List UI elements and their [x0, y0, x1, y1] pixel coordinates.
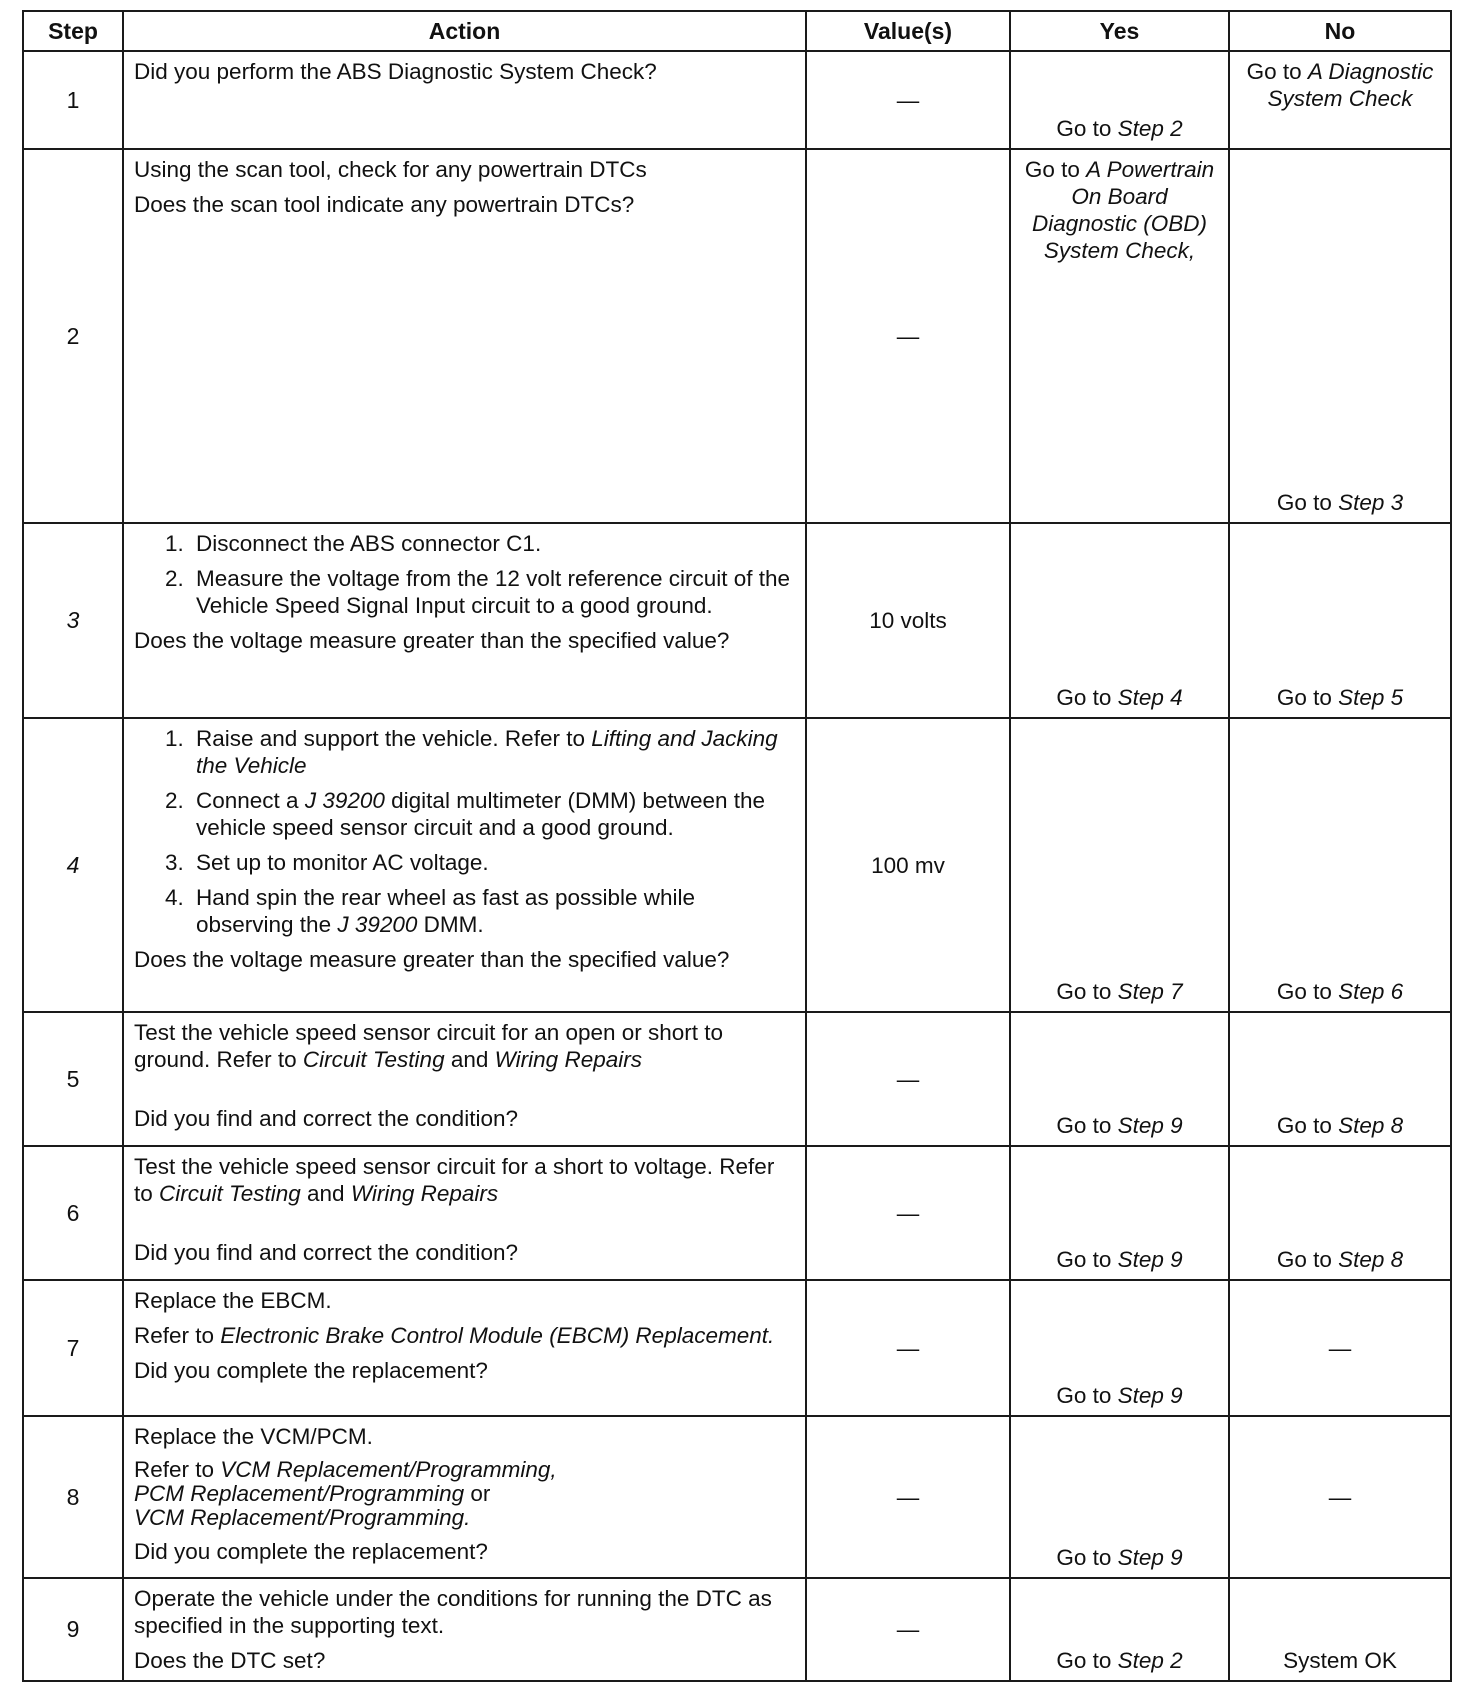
step-number: 7: [23, 1280, 123, 1416]
action-list: [134, 530, 795, 619]
action-instruction: Operate the vehicle under the conditions for running the DTC as specified in the supporting text.: [134, 1586, 772, 1638]
step-number: 6: [23, 1146, 123, 1280]
circuit-testing-link[interactable]: Circuit Testing: [302, 1047, 445, 1072]
lifting-jacking-link[interactable]: Lifting and Jacking the Vehicle: [196, 726, 778, 778]
table-row: [23, 1146, 1451, 1280]
no-cell: [1229, 51, 1451, 149]
no-prefix: Go to: [1246, 59, 1308, 84]
no-step-link[interactable]: Step 6: [1338, 979, 1404, 1004]
wiring-repairs-link[interactable]: Wiring Repairs: [350, 1181, 499, 1206]
action-list-item: [190, 787, 795, 841]
action-reference: [134, 1322, 795, 1349]
no-step-link[interactable]: Step 8: [1338, 1247, 1404, 1272]
yes-cell: [1010, 1146, 1229, 1280]
no-step-link[interactable]: A Diagnostic System Check: [1267, 59, 1434, 111]
step-number: 3: [23, 523, 123, 718]
yes-cell: [1010, 718, 1229, 1012]
yes-cell: [1010, 1416, 1229, 1578]
action-text: digital multimeter (DMM) between the vehicle speed sensor circuit and a good ground.: [196, 788, 766, 840]
no-prefix: Go to: [1276, 1247, 1339, 1272]
yes-cell: [1010, 1012, 1229, 1146]
wiring-repairs-link[interactable]: Wiring Repairs: [494, 1047, 642, 1072]
diagnostic-table-page: [22, 10, 1450, 1682]
action-cell: [123, 1012, 806, 1146]
table-row: [23, 1012, 1451, 1146]
value-cell: —: [806, 149, 1010, 523]
header-no: No: [1229, 11, 1451, 51]
action-cell: [123, 718, 806, 1012]
step-number: 9: [23, 1578, 123, 1681]
yes-step-link[interactable]: Step 9: [1117, 1545, 1183, 1570]
action-question: Did you complete the replacement?: [134, 1539, 488, 1564]
yes-cell: [1010, 1578, 1229, 1681]
pcm-programming-link[interactable]: PCM Replacement/Programming: [134, 1481, 465, 1506]
yes-cell: [1010, 523, 1229, 718]
value-cell: —: [806, 1578, 1010, 1681]
action-cell: [123, 523, 806, 718]
yes-step-link[interactable]: Step 9: [1117, 1383, 1183, 1408]
action-text: Raise and support the vehicle. Refer to: [196, 726, 592, 751]
action-cell: [123, 1280, 806, 1416]
value-cell: —: [806, 1146, 1010, 1280]
yes-cell: [1010, 149, 1229, 523]
no-prefix: Go to: [1276, 979, 1339, 1004]
table-row: [23, 1280, 1451, 1416]
yes-prefix: Go to: [1056, 1545, 1118, 1570]
action-question: Did you perform the ABS Diagnostic System Check?: [134, 59, 657, 84]
action-list-item: 1. Disconnect the ABS connector C1.: [190, 530, 795, 557]
no-cell: —: [1229, 1280, 1451, 1416]
no-cell: [1229, 1012, 1451, 1146]
value-cell: 100 mv: [806, 718, 1010, 1012]
yes-cell: [1010, 51, 1229, 149]
action-text: Refer to: [134, 1457, 221, 1482]
yes-step-link[interactable]: A Powertrain On Board Diagnostic (OBD) System Check,: [1031, 157, 1215, 263]
action-list-item: [190, 725, 795, 779]
table-row: [23, 1416, 1451, 1578]
no-cell: [1229, 523, 1451, 718]
action-instruction: [134, 1153, 795, 1207]
action-list-item: 3. Set up to monitor AC voltage.: [190, 849, 795, 876]
table-row: [23, 1578, 1451, 1681]
step-number: 1: [23, 51, 123, 149]
action-cell: [123, 1578, 806, 1681]
no-prefix: Go to: [1276, 490, 1339, 515]
action-cell: [123, 149, 806, 523]
yes-prefix: Go to: [1056, 116, 1118, 141]
action-question: Did you find and correct the condition?: [134, 1240, 518, 1265]
action-question: Did you complete the replacement?: [134, 1358, 488, 1383]
vcm-programming-link[interactable]: VCM Replacement/Programming,: [220, 1457, 557, 1482]
action-text: and: [444, 1047, 495, 1072]
header-values: Value(s): [806, 11, 1010, 51]
diagnostic-table: [22, 10, 1452, 1682]
action-text: Connect a: [196, 788, 305, 813]
action-list-item: 2. Measure the voltage from the 12 volt reference circuit of the Vehicle Speed Signal Input circuit to a good ground.: [190, 565, 795, 619]
header-action: Action: [123, 11, 806, 51]
action-question: Does the voltage measure greater than the specified value?: [134, 947, 730, 972]
yes-step-link[interactable]: Step 7: [1117, 979, 1183, 1004]
yes-prefix: Go to: [1056, 1247, 1118, 1272]
action-question: Does the voltage measure greater than the specified value?: [134, 628, 730, 653]
action-question: Did you find and correct the condition?: [134, 1106, 518, 1131]
header-step: Step: [23, 11, 123, 51]
action-list-item: [190, 884, 795, 938]
action-text: Test the vehicle speed sensor circuit for a short to voltage. Refer to: [134, 1154, 775, 1206]
step-number: 2: [23, 149, 123, 523]
yes-prefix: Go to: [1056, 685, 1118, 710]
action-question: Does the scan tool indicate any powertrain DTCs?: [134, 192, 635, 217]
action-question: Does the DTC set?: [134, 1648, 326, 1673]
action-text: DMM.: [417, 912, 484, 937]
yes-step-link[interactable]: Step 2: [1117, 1648, 1183, 1673]
table-row: [23, 523, 1451, 718]
table-row: [23, 51, 1451, 149]
action-text: Refer to: [134, 1323, 221, 1348]
action-instruction: Replace the EBCM.: [134, 1288, 332, 1313]
action-text: and: [300, 1181, 351, 1206]
yes-step-link[interactable]: Step 9: [1117, 1113, 1183, 1138]
action-cell: [123, 1146, 806, 1280]
step-number: 4: [23, 718, 123, 1012]
yes-step-link[interactable]: Step 4: [1117, 685, 1183, 710]
tool-reference: J 39200: [337, 912, 418, 937]
tool-reference: J 39200: [304, 788, 385, 813]
action-instruction: Using the scan tool, check for any powertrain DTCs: [134, 157, 647, 182]
table-row: [23, 149, 1451, 523]
no-cell: [1229, 149, 1451, 523]
circuit-testing-link[interactable]: Circuit Testing: [159, 1181, 301, 1206]
ebcm-replacement-link[interactable]: Electronic Brake Control Module (EBCM) Replacement.: [220, 1323, 775, 1348]
yes-prefix: Go to: [1024, 157, 1087, 182]
yes-prefix: Go to: [1056, 1113, 1118, 1138]
vcm-programming-link[interactable]: VCM Replacement/Programming.: [134, 1505, 471, 1530]
action-cell: [123, 51, 806, 149]
table-row: [23, 718, 1451, 1012]
action-reference: [134, 1458, 795, 1530]
step-number: 5: [23, 1012, 123, 1146]
action-list: [134, 725, 795, 938]
yes-cell: [1010, 1280, 1229, 1416]
action-instruction: [134, 1019, 795, 1073]
no-prefix: Go to: [1276, 1113, 1339, 1138]
yes-step-link[interactable]: Step 9: [1117, 1247, 1183, 1272]
value-cell: —: [806, 1280, 1010, 1416]
action-text: Test the vehicle speed sensor circuit for an open or short to ground. Refer to: [134, 1020, 724, 1072]
header-row: [23, 11, 1451, 51]
action-text: or: [464, 1481, 491, 1506]
no-step-link[interactable]: Step 3: [1338, 490, 1404, 515]
no-cell: [1229, 718, 1451, 1012]
header-yes: Yes: [1010, 11, 1229, 51]
no-cell: —: [1229, 1416, 1451, 1578]
yes-prefix: Go to: [1056, 1383, 1118, 1408]
value-cell: —: [806, 1416, 1010, 1578]
yes-prefix: Go to: [1056, 1648, 1118, 1673]
value-cell: —: [806, 51, 1010, 149]
action-instruction: Replace the VCM/PCM.: [134, 1424, 373, 1449]
action-cell: [123, 1416, 806, 1578]
no-step-link[interactable]: Step 5: [1338, 685, 1404, 710]
yes-step-link[interactable]: Step 2: [1117, 116, 1183, 141]
value-cell: 10 volts: [806, 523, 1010, 718]
no-cell: System OK: [1229, 1578, 1451, 1681]
value-cell: —: [806, 1012, 1010, 1146]
step-number: 8: [23, 1416, 123, 1578]
no-prefix: Go to: [1276, 685, 1339, 710]
no-cell: [1229, 1146, 1451, 1280]
yes-prefix: Go to: [1056, 979, 1118, 1004]
action-text: Hand spin the rear wheel as fast as possible while observing the: [196, 885, 696, 937]
no-step-link[interactable]: Step 8: [1338, 1113, 1404, 1138]
